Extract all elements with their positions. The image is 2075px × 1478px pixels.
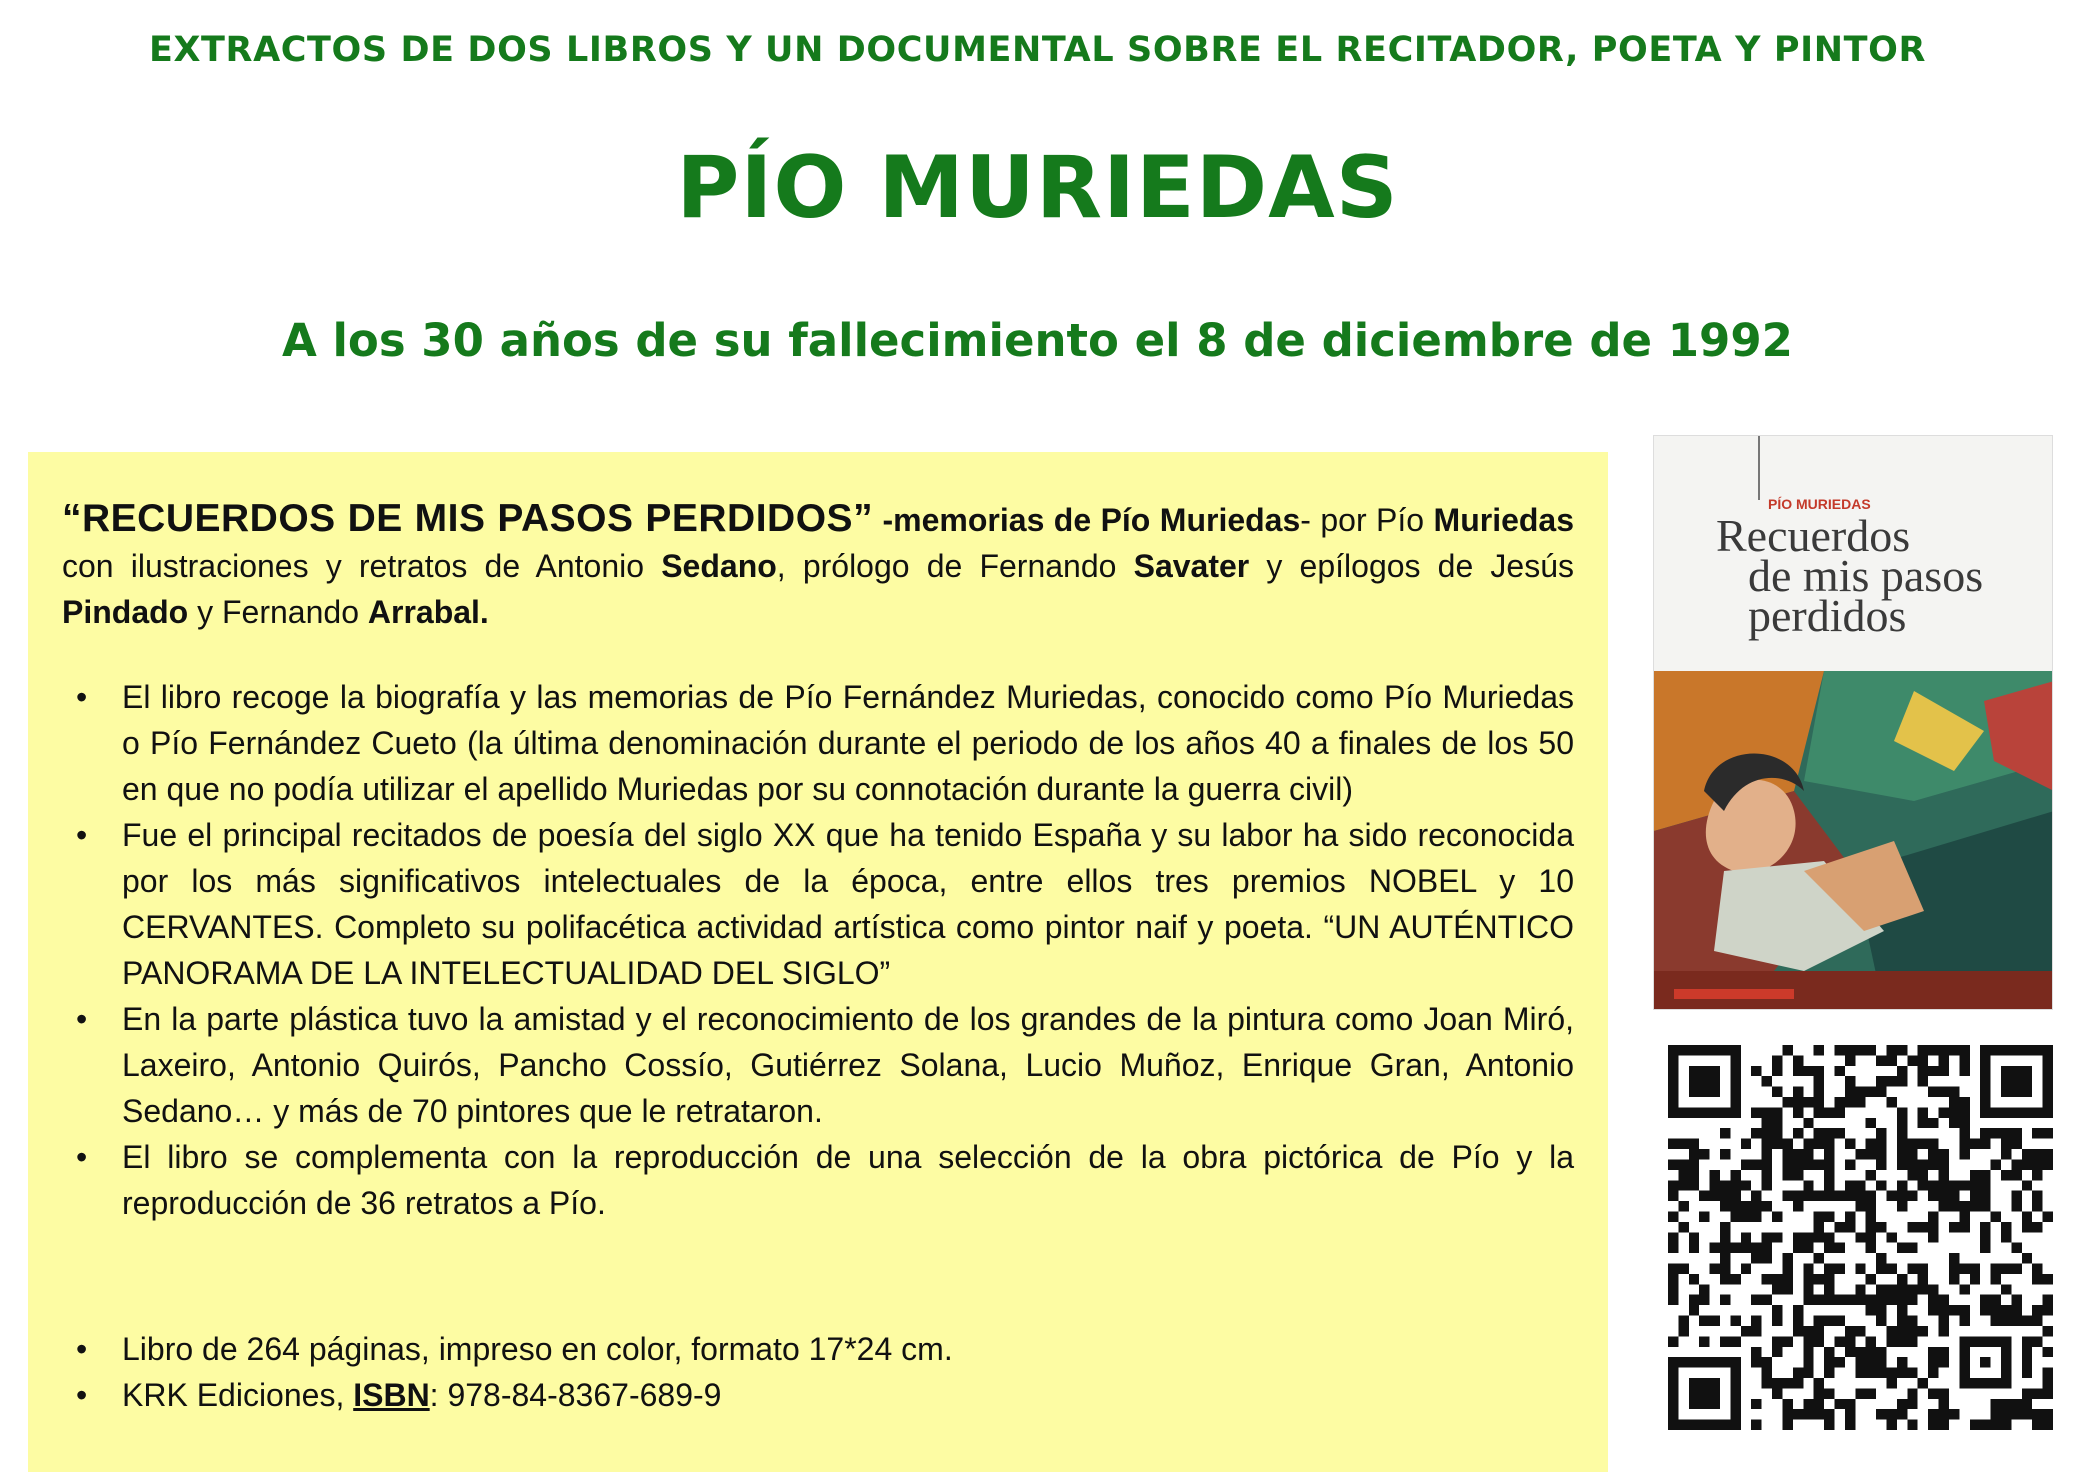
description-list: [62, 674, 1574, 1226]
book-info-panel: [28, 452, 1608, 1472]
book-title: “RECUERDOS DE MIS PASOS PERDIDOS”: [62, 497, 874, 540]
memorias-label: -memorias de Pío Muriedas: [882, 502, 1301, 538]
cover-title-line: Recuerdos: [1716, 510, 1911, 561]
publisher-name: KRK Ediciones,: [122, 1377, 354, 1413]
cover-title: [1716, 510, 2046, 641]
top-heading: EXTRACTOS DE DOS LIBROS Y UN DOCUMENTAL SOBRE EL RECITADOR, POETA Y PINTOR: [148, 30, 1927, 70]
cover-author: PÍO MURIEDAS: [1768, 496, 1871, 512]
intro-text: y Fernando: [188, 594, 368, 630]
list-item: • En la parte plástica tuvo la amistad y el reconocimiento de los grandes de la pintura como Joan Miró, Laxeiro, Antonio Quirós, Pancho Cossío, Gutiérrez Solana, Lucio Muñoz, Enrique Gran, Antonio Sedano… y más de 70 pintores que le retrataron.: [62, 996, 1574, 1134]
details-list: [62, 1326, 1574, 1418]
epilogue-author: Arrabal.: [367, 594, 489, 630]
page-subtitle: A los 30 años de su fallecimiento el 8 de diciembre de 1992: [282, 314, 1793, 367]
prologue-author: Savater: [1133, 548, 1250, 584]
pages-detail: • Libro de 264 páginas, impreso en color, formato 17*24 cm.: [62, 1326, 1574, 1372]
intro-text: y epílogos de Jesús: [1249, 548, 1575, 584]
cover-title-line: perdidos: [1748, 590, 1907, 641]
qr-code[interactable]: [1668, 1045, 2053, 1430]
list-item: • El libro se complementa con la reproducción de una selección de la obra pictórica de Pío y la reproducción de 36 retratos a Pío.: [62, 1134, 1574, 1226]
intro-text: , prólogo de Fernando: [776, 548, 1134, 584]
author-surname: Muriedas: [1433, 502, 1575, 538]
intro-text: con ilustraciones y retratos de Antonio: [62, 548, 662, 584]
isbn-label: ISBN: [353, 1377, 430, 1413]
intro-text: - por Pío: [1300, 502, 1434, 538]
publisher-detail: [62, 1372, 1574, 1418]
list-item: • Fue el principal recitados de poesía del siglo XX que ha tenido España y su labor ha sido reconocida por los más significativos intelectuales de la época, entre ellos tres premios NOBEL y 10 CERVANTES. Completo su polifacética actividad artística como pintor naif y poeta. “UN AUTÉNTICO PANORAMA DE LA INTELECTUALIDAD DEL SIGLO”: [62, 812, 1574, 996]
book-cover-image: [1653, 435, 2053, 1010]
illustrator-name: Sedano: [661, 548, 777, 584]
page-title: PÍO MURIEDAS: [676, 138, 1399, 238]
cover-title-line: de mis pasos: [1748, 550, 1984, 601]
cover-painting: [1654, 671, 2053, 1010]
list-item: • El libro recoge la biografía y las memorias de Pío Fernández Muriedas, conocido como Pío Muriedas o Pío Fernández Cueto (la última denominación durante el periodo de los años 40 a finales de los 50 en que no podía utilizar el apellido Muriedas por su connotación durante la guerra civil): [62, 674, 1574, 812]
cover-rule: [1758, 436, 1760, 500]
book-intro: [62, 496, 1574, 635]
isbn-value: : 978-84-8367-689-9: [429, 1377, 722, 1413]
epilogue-author: Pindado: [62, 594, 189, 630]
